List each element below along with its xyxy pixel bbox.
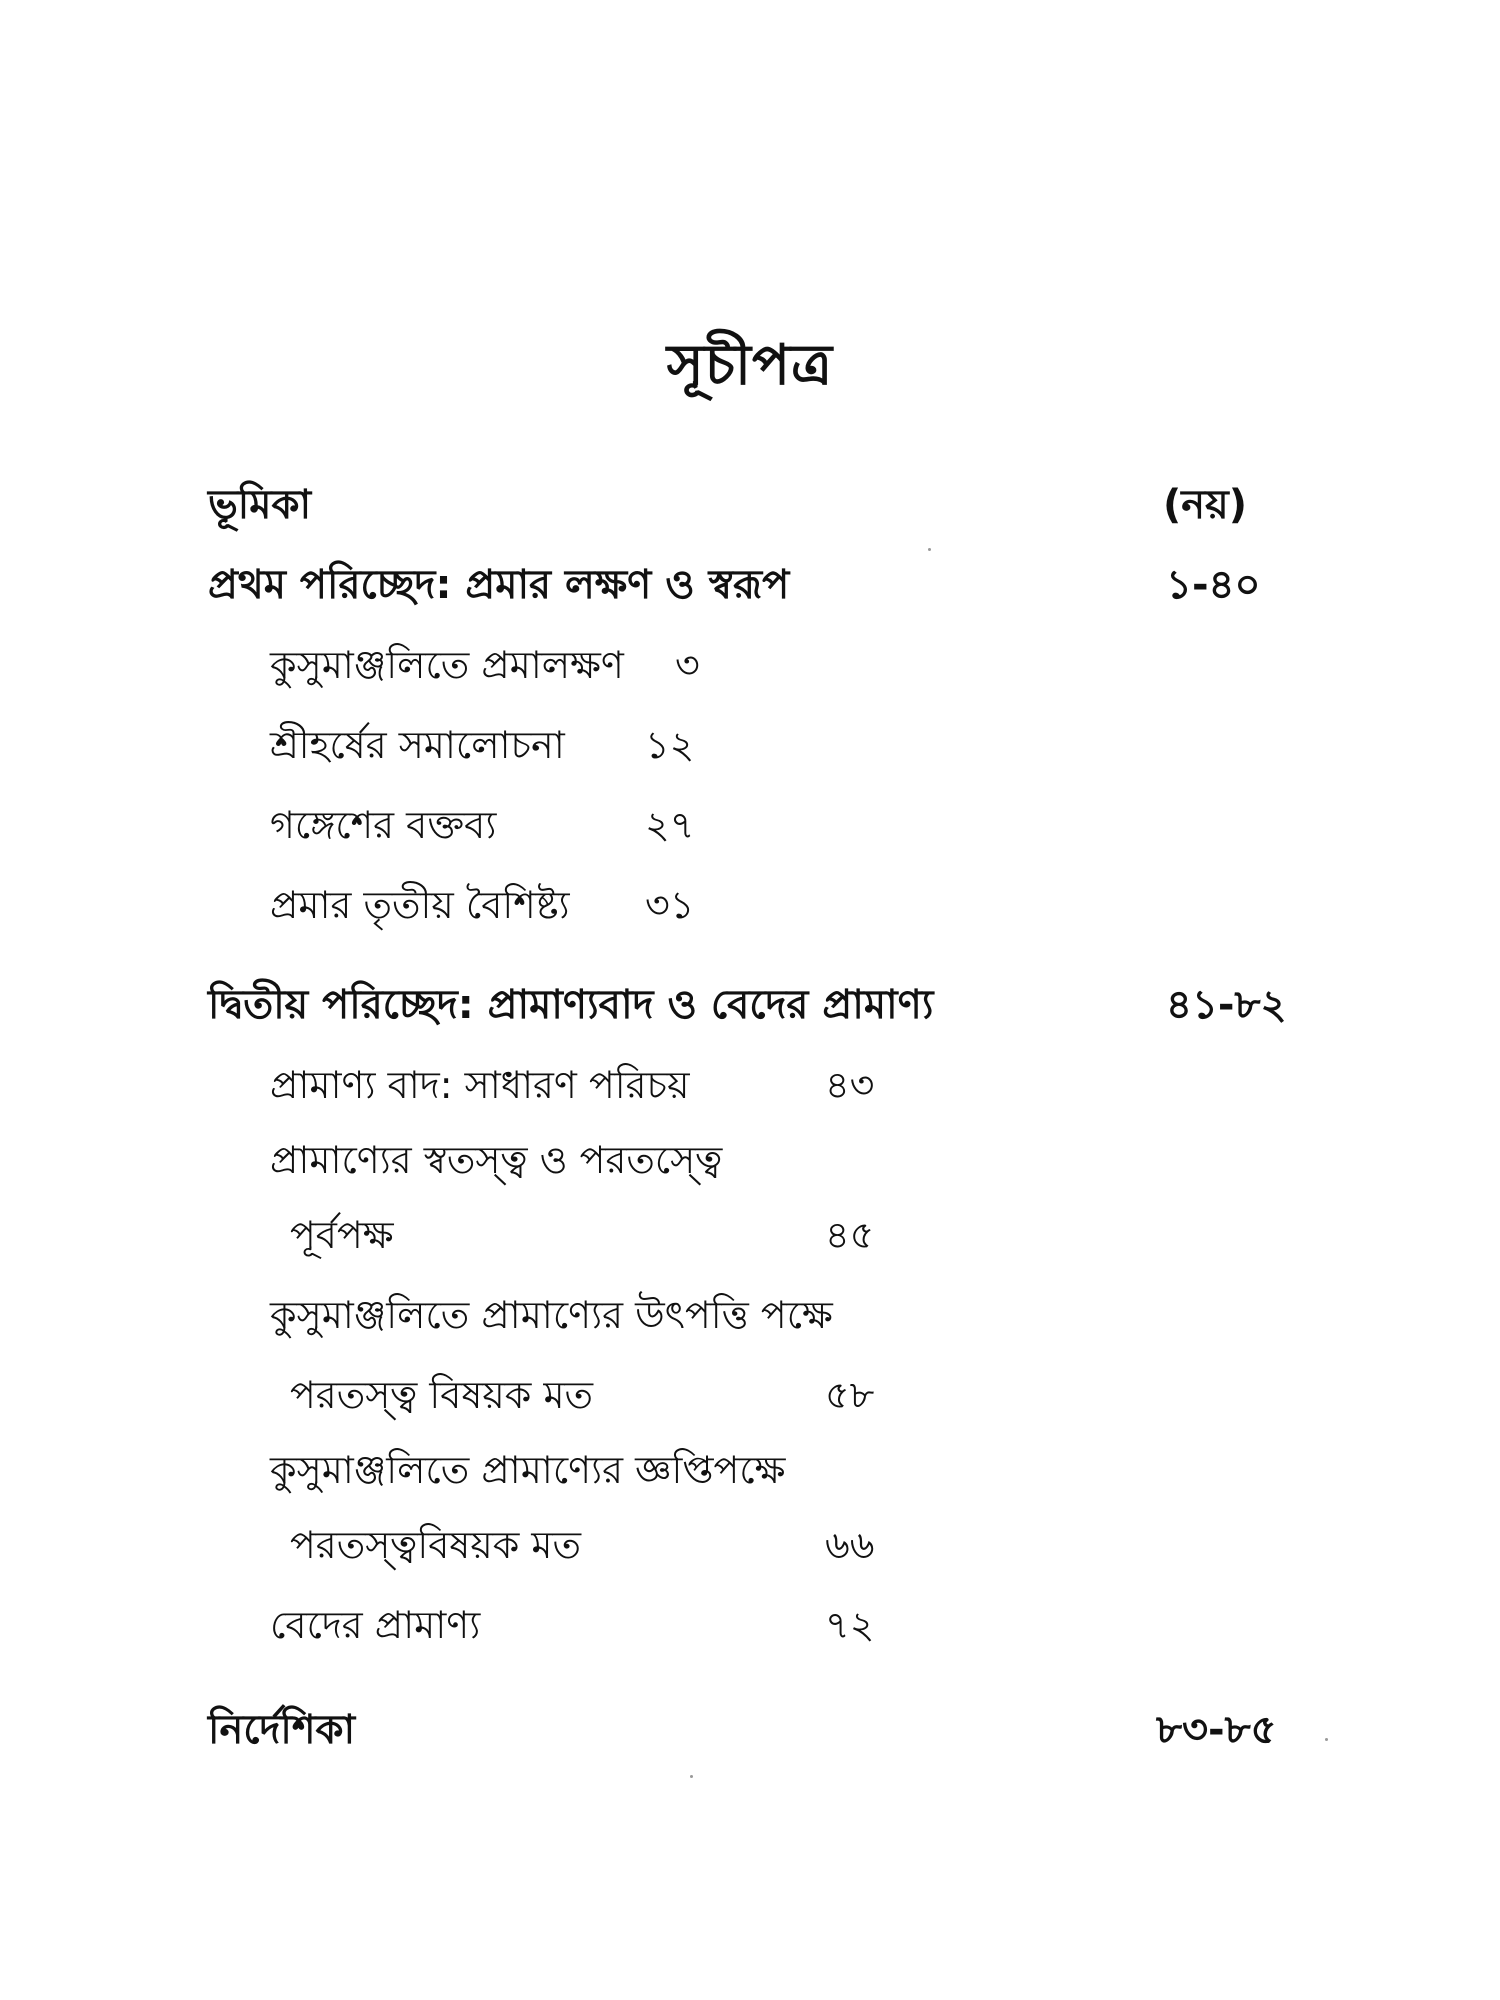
toc-entry-page: ৬৬ xyxy=(825,1523,875,1567)
toc-subentry-continuation xyxy=(290,1365,970,1425)
toc-subentry-continuation xyxy=(290,1515,970,1575)
toc-entry-label: কুসুমাঞ্জলিতে প্রমালক্ষণ xyxy=(270,643,624,687)
toc-subentry xyxy=(270,875,970,935)
toc-subentry xyxy=(270,1440,970,1500)
toc-entry-page: ৭২ xyxy=(825,1603,875,1647)
toc-entry-page: ৫৮ xyxy=(825,1373,875,1417)
toc-entry-label: নির্দেশিকা xyxy=(208,1707,356,1753)
toc-entry xyxy=(208,475,1308,535)
page-title: সূচীপত্র xyxy=(666,333,834,398)
toc-subentry xyxy=(270,1285,970,1345)
toc-entry-label: কুসুমাঞ্জলিতে প্রামাণ্যের জ্ঞপ্তিপক্ষে xyxy=(270,1448,786,1492)
toc-entry-label: দ্বিতীয় পরিচ্ছেদ: প্রামাণ্যবাদ ও বেদের প্রামাণ্য xyxy=(208,982,934,1028)
toc-subentry-continuation xyxy=(290,1205,970,1265)
toc-entry-page: ৩১ xyxy=(645,883,695,927)
toc-entry-label: প্রথম পরিচ্ছেদ: প্রমার লক্ষণ ও স্বরূপ xyxy=(208,562,790,608)
toc-subentry xyxy=(270,635,970,695)
toc-subentry xyxy=(270,1595,970,1655)
toc-entry-page: ৪৫ xyxy=(825,1213,875,1257)
toc-chapter-entry xyxy=(208,555,1308,615)
scan-speck xyxy=(1325,1738,1328,1741)
toc-subentry xyxy=(270,1130,970,1190)
toc-entry-label: পরতস্ত্ববিষয়ক মত xyxy=(290,1523,581,1567)
toc-entry-label: প্রামাণ্য বাদ: সাধারণ পরিচয় xyxy=(270,1063,690,1107)
toc-entry-label: ভূমিকা xyxy=(208,482,312,528)
toc-entry-label: প্রমার তৃতীয় বৈশিষ্ট্য xyxy=(270,883,570,927)
scan-speck xyxy=(690,1775,693,1778)
scan-speck xyxy=(928,548,931,551)
toc-entry-page: ১-৪০ xyxy=(1166,562,1261,608)
toc-subentry xyxy=(270,1055,970,1115)
toc-entry-label: প্রামাণ্যের স্বতস্ত্ব ও পরতস্ত্বে xyxy=(270,1138,723,1182)
toc-subentry xyxy=(270,715,970,775)
toc-entry-label: কুসুমাঞ্জলিতে প্রামাণ্যের উৎপত্তি পক্ষে xyxy=(270,1293,833,1337)
toc-entry-page: ৩ xyxy=(675,643,700,687)
toc-entry-label: বেদের প্রামাণ্য xyxy=(270,1603,481,1647)
toc-entry-label: পরতস্ত্ব বিষয়ক মত xyxy=(290,1373,594,1417)
toc-entry-page: ৪১-৮২ xyxy=(1166,982,1287,1028)
toc-entry-page: ৪৩ xyxy=(825,1063,875,1107)
toc-entry-page: (নয়) xyxy=(1163,482,1248,528)
toc-entry-page: ২৭ xyxy=(645,803,695,847)
toc-entry-label: শ্রীহর্ষের সমালোচনা xyxy=(270,723,565,767)
toc-entry-label: গঙ্গেশের বক্তব্য xyxy=(270,803,497,847)
toc-entry-page: ৮৩-৮৫ xyxy=(1156,1707,1277,1753)
toc-chapter-entry xyxy=(208,975,1308,1035)
toc-entry-page: ১২ xyxy=(645,723,695,767)
toc-subentry xyxy=(270,795,970,855)
toc-entry xyxy=(208,1700,1308,1760)
toc-entry-label: পূর্বপক্ষ xyxy=(290,1213,394,1257)
